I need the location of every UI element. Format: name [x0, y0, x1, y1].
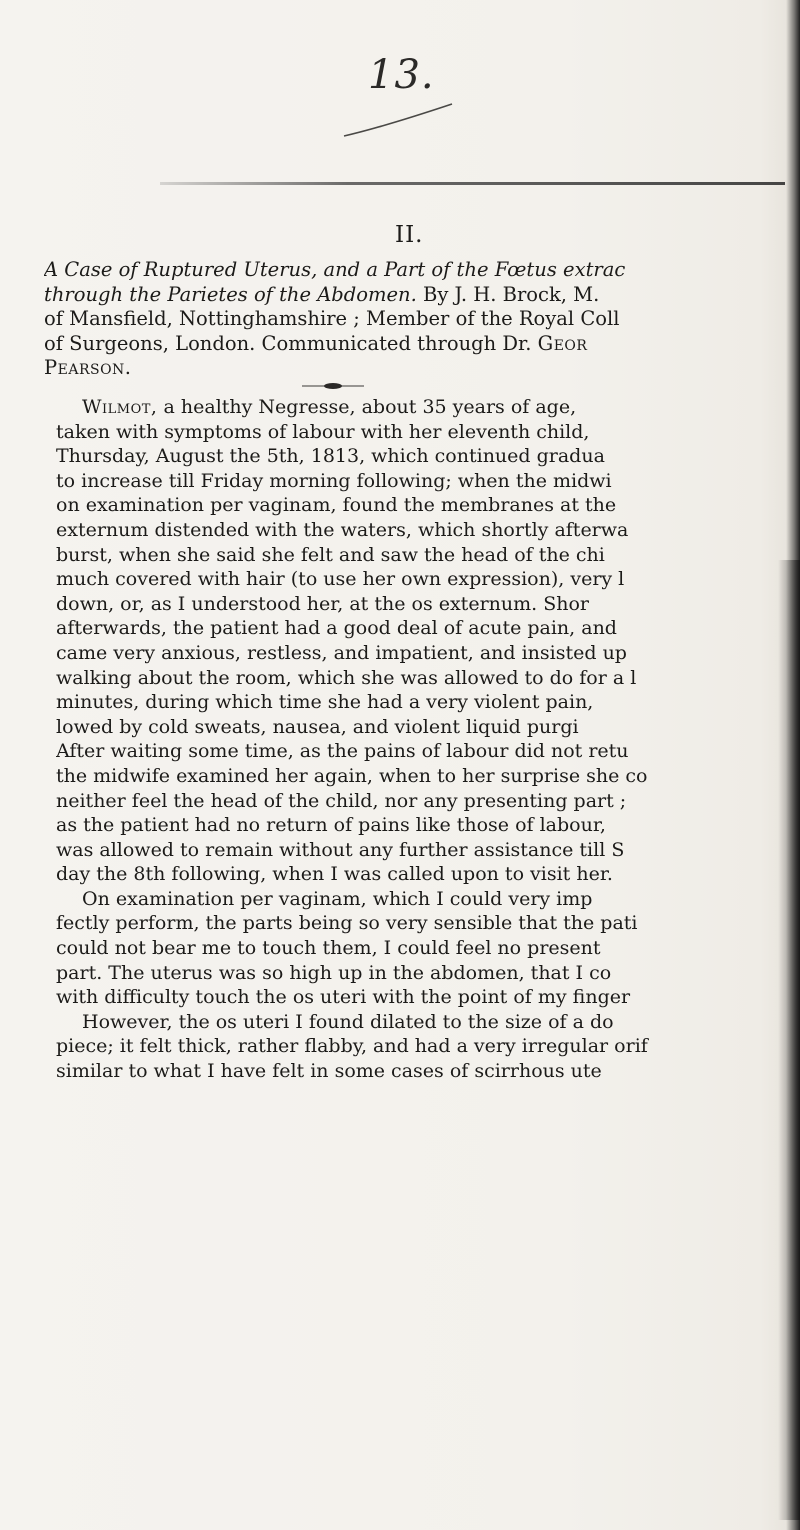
article-number: II.: [395, 222, 424, 248]
body-line: was allowed to remain without any further assistance till S: [56, 838, 625, 861]
body-line: the midwife examined her again, when to her surprise she co: [56, 764, 648, 787]
body-line: on examination per vaginam, found the membranes at the: [56, 494, 617, 517]
body-line: down, or, as I understood her, at the os externum. Shor: [56, 592, 589, 615]
title-smallcaps: Pearson.: [44, 356, 132, 379]
title-italic: through the Parietes of the Abdomen.: [44, 282, 417, 306]
body-line: fectly perform, the parts being so very sensible that the pati: [56, 912, 638, 935]
body-line: day the 8th following, when I was called upon to visit her.: [56, 863, 613, 886]
body-line: to increase till Friday morning following; when the midwi: [56, 469, 612, 492]
title-plain: of Surgeons, London. Communicated through Dr.: [44, 331, 538, 355]
body-line-text: a healthy Negresse, about 35 years of age,: [157, 396, 577, 418]
title-plain: of Mansfield, Nottinghamshire ; Member of the Royal Coll: [44, 307, 620, 330]
body-line: neither feel the head of the child, nor any presenting part ;: [56, 789, 627, 812]
body-line: came very anxious, restless, and impatient, and insisted up: [56, 641, 627, 664]
body-line: similar to what I have felt in some cases of scirrhous ute: [56, 1060, 602, 1083]
title-smallcaps: Geor: [537, 331, 588, 355]
body-line: as the patient had no return of pains like those of labour,: [56, 814, 606, 837]
body-line: On examination per vaginam, which I could very imp: [82, 887, 593, 910]
body-line: much covered with hair (to use her own expression), very l: [56, 568, 625, 591]
title-italic: A Case of Ruptured Uterus, and a Part of the Fœtus extrac: [44, 258, 626, 281]
body-line: piece; it felt thick, rather flabby, and had a very irregular orif: [56, 1035, 648, 1058]
body-line: [56, 395, 796, 420]
body-line: burst, when she said she felt and saw the head of the chi: [56, 543, 605, 566]
body-line: with difficulty touch the os uteri with the point of my finger: [56, 986, 631, 1009]
body-line: lowed by cold sweats, nausea, and violent liquid purgi: [56, 715, 579, 738]
title-line: [44, 283, 796, 308]
pencil-stroke-mark: [340, 100, 460, 140]
body-line: taken with symptoms of labour with her eleventh child,: [56, 420, 590, 443]
body-line: minutes, during which time she had a very violent pain,: [56, 691, 594, 714]
body-line: externum distended with the waters, which shortly afterwa: [56, 518, 629, 541]
body-line: After waiting some time, as the pains of labour did not retu: [56, 740, 629, 763]
title-line: [44, 332, 796, 357]
article-title: [44, 258, 796, 381]
handwritten-page-mark: 13.: [368, 52, 435, 98]
lead-name: Wilmot,: [82, 396, 158, 418]
body-line: However, the os uteri I found dilated to the size of a do: [82, 1010, 614, 1033]
title-line: [44, 307, 796, 332]
body-line: Thursday, August the 5th, 1813, which continued gradua: [56, 445, 605, 468]
title-line: [44, 356, 796, 381]
body-line: part. The uterus was so high up in the abdomen, that I co: [56, 961, 612, 984]
body-line: afterwards, the patient had a good deal of acute pain, and: [56, 617, 617, 640]
body-line: walking about the room, which she was allowed to do for a l: [56, 666, 637, 689]
ornamental-divider: [302, 382, 364, 390]
body-line: could not bear me to touch them, I could feel no present: [56, 937, 601, 960]
title-line: [44, 258, 796, 283]
title-plain: By J. H. Brock, M.: [416, 282, 600, 306]
header-rule: [160, 182, 785, 185]
article-body: [56, 395, 796, 1084]
